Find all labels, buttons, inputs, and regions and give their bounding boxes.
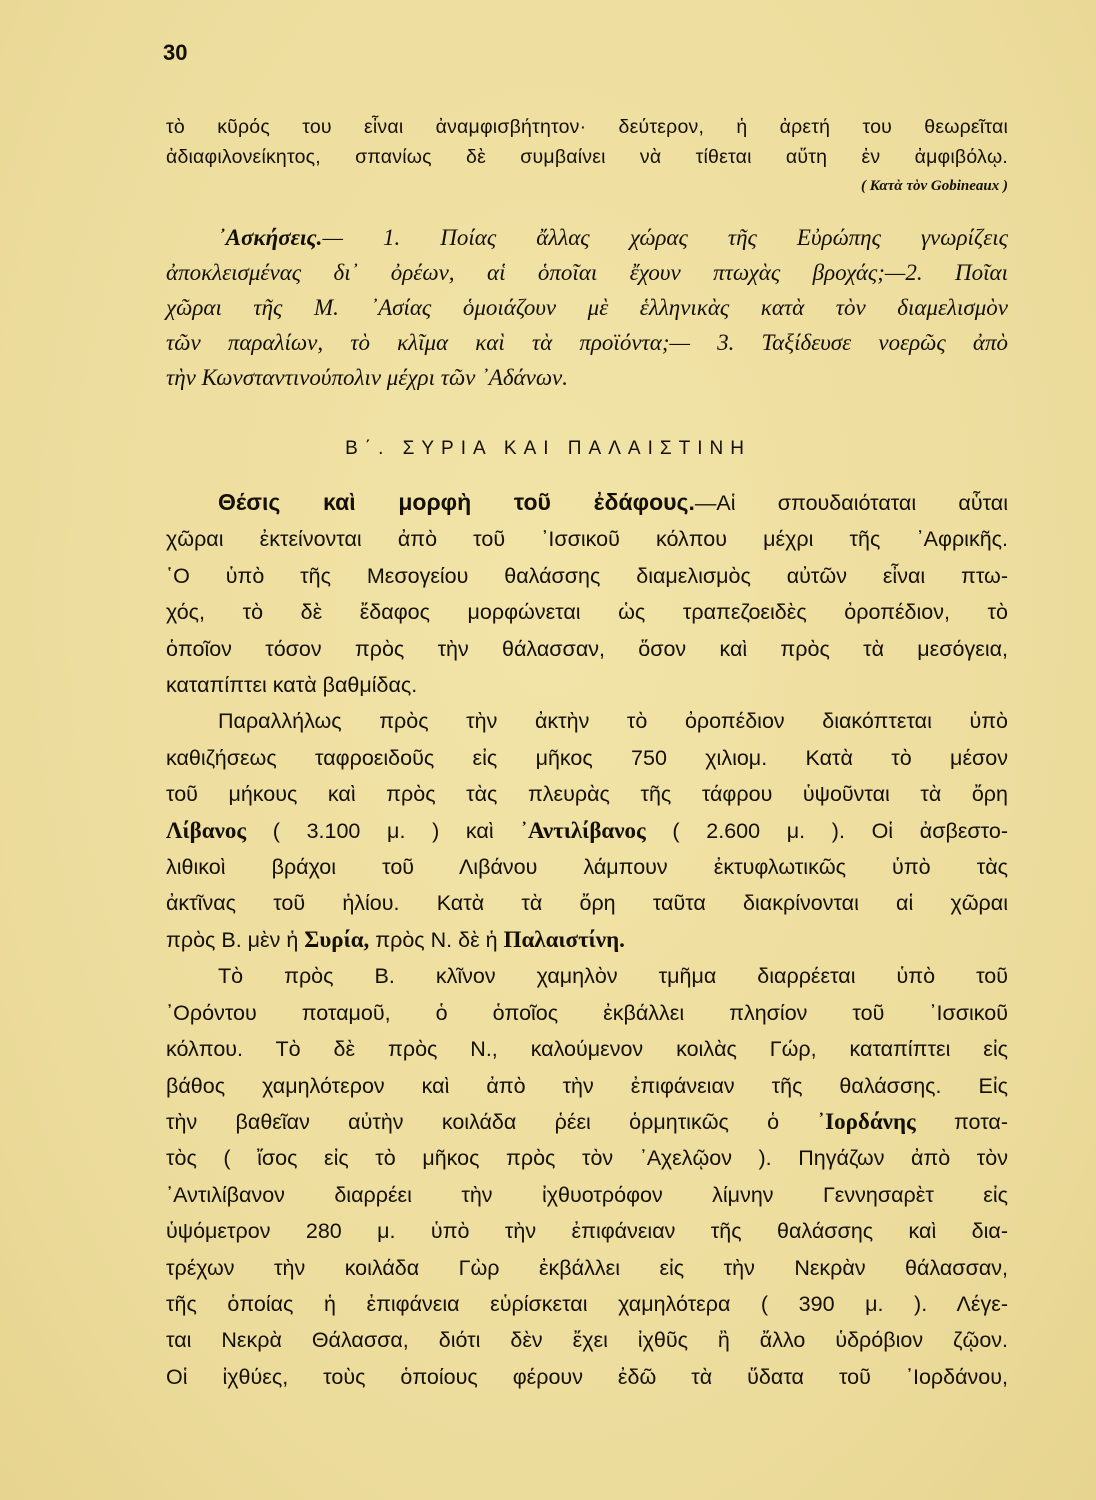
text-line: [166, 112, 1008, 142]
text-line: [166, 703, 1008, 739]
text-segment: καταπίπτει κατὰ βαθμίδας.: [166, 673, 418, 698]
text-segment: Τὸ πρὸς Β. κλῖνον χαμηλὸν τμῆμα διαρρέεται ὑπὸ τοῦ: [218, 964, 1008, 989]
text-segment: ται Νεκρὰ Θάλασσα, διότι δὲν ἔχει ἰχθῦς ἢ ἄλλο ὑδρόβιον ζῷον.: [166, 1328, 1008, 1353]
text-segment: κόλπου. Τὸ δὲ πρὸς Ν., καλούμενον κοιλὰς Γώρ, καταπίπτει εἰς: [166, 1037, 1008, 1062]
text-line: [166, 255, 1008, 290]
text-line: [166, 631, 1008, 667]
text-segment: τὴν Κωνσταντινούπολιν μέχρι τῶν ᾿Αδάνων.: [166, 365, 569, 390]
text-segment: ᾿Αντιλίβανον διαρρέει τὴν ἰχθυοτρόφον λίμνην Γεννησαρὲτ εἰς: [166, 1182, 1008, 1207]
text-segment: Οἱ ἰχθύες, τοὺς ὁποίους φέρουν ἐδῶ τὰ ὕδατα τοῦ ᾿Ιορδάνου,: [166, 1364, 1008, 1389]
text-line: [166, 594, 1008, 630]
text-segment: τῶν παραλίων, τὸ κλῖμα καὶ τὰ προϊόντα;— 3. Ταξίδευσε νοερῶς ἀπὸ: [166, 330, 1008, 355]
bold-term: ᾿Ασκήσεις.: [218, 225, 323, 250]
text-line: [166, 849, 1008, 885]
bold-term: Θέσις καὶ μορφὴ τοῦ ἐδάφους.: [218, 489, 695, 515]
text-segment: πρὸς Β. μὲν ἡ: [166, 927, 305, 952]
text-line: [166, 1068, 1008, 1104]
text-segment: τῆς ὁποίας ἡ ἐπιφάνεια εὑρίσκεται χαμηλότερα ( 390 μ. ). Λέγε-: [166, 1291, 1008, 1316]
quote-paragraph: [166, 112, 1008, 172]
text-segment: ἀδιαφιλονείκητος, σπανίως δὲ συμβαίνει νὰ τίθεται αὕτη ἐν ἀμφιβόλῳ.: [166, 146, 1008, 168]
page-number: 30: [163, 40, 188, 65]
text-segment: τὴν βαθεῖαν αὐτὴν κοιλάδα ῥέει ὁρμητικῶς ὁ: [166, 1109, 818, 1134]
text-segment: καθιζήσεως ταφροειδοῦς εἰς μῆκος 750 χιλιομ. Κατὰ τὸ μέσον: [166, 745, 1008, 770]
text-segment: ( 2.600 μ. ). Οἱ ἀσβεστο-: [645, 818, 1008, 843]
text-line: [166, 922, 1008, 958]
bold-term: Λίβανος: [166, 817, 247, 843]
bold-term: ᾿Ιορδάνης: [817, 1108, 916, 1134]
text-line: [166, 484, 1008, 521]
text-segment: βάθος χαμηλότερον καὶ ἀπὸ τὴν ἐπιφάνειαν τῆς θαλάσσης. Εἰς: [166, 1073, 1008, 1098]
text-line: [166, 142, 1008, 172]
text-line: [166, 1031, 1008, 1067]
text-line: [166, 1359, 1008, 1395]
text-line: [166, 521, 1008, 557]
exercises-paragraph: [166, 220, 1008, 395]
text-segment: ( 3.100 μ. ) καὶ: [246, 818, 521, 843]
bold-term: ᾿Αντιλίβανος: [520, 817, 646, 843]
text-segment: — 1. Ποίας ἄλλας χώρας τῆς Εὐρώπης γνωρίζεις: [322, 225, 1008, 250]
text-line: [166, 290, 1008, 325]
text-segment: χός, τὸ δὲ ἔδαφος μορφώνεται ὡς τραπεζοειδὲς ὀροπέδιον, τὸ: [166, 600, 1008, 625]
text-line: [166, 1177, 1008, 1213]
body-text: [166, 484, 1008, 1395]
text-segment: ἀποκλεισμένας δι᾿ ὀρέων, αἱ ὁποῖαι ἔχουν πτωχὰς βροχάς;—2. Ποῖαι: [166, 260, 1008, 285]
text-segment: Παραλλήλως πρὸς τὴν ἀκτὴν τὸ ὀροπέδιον διακόπτεται ὑπὸ: [218, 709, 1008, 734]
text-line: [166, 220, 1008, 255]
text-segment: —Αἱ σπουδαιόταται αὗται: [694, 491, 1008, 515]
text-line: [166, 667, 1008, 703]
text-segment: τρέχων τὴν κοιλάδα Γὼρ ἐκβάλλει εἰς τὴν Νεκρὰν θάλασσαν,: [166, 1255, 1008, 1280]
text-line: [166, 1250, 1008, 1286]
text-line: [166, 558, 1008, 594]
bold-term: Παλαιστίνη.: [503, 926, 625, 952]
text-segment: ὑψόμετρον 280 μ. ὑπὸ τὴν ἐπιφάνειαν τῆς θαλάσσης καὶ δια-: [166, 1219, 1008, 1244]
text-line: [166, 958, 1008, 994]
text-line: [166, 1104, 1008, 1140]
text-line: [166, 360, 1008, 395]
text-segment: τὸ κῦρός του εἶναι ἀναμφισβήτητον· δεύτερον, ἡ ἀρετή του θεωρεῖται: [166, 116, 1008, 138]
text-line: [166, 1213, 1008, 1249]
text-segment: τὸς ( ἴσος εἰς τὸ μῆκος πρὸς τὸν ᾿Αχελῷον ). Πηγάζων ἀπὸ τὸν: [166, 1146, 1008, 1171]
text-segment: τοῦ μήκους καὶ πρὸς τὰς πλευρὰς τῆς τάφρου ὑψοῦνται τὰ ὄρη: [166, 782, 1008, 807]
text-line: [166, 325, 1008, 360]
text-segment: ῾Ο ὑπὸ τῆς Μεσογείου θαλάσσης διαμελισμὸς αὐτῶν εἶναι πτω-: [166, 563, 1008, 588]
quote-attribution: ( Κατὰ τὸν Gobineaux ): [861, 178, 1008, 194]
text-segment: λιθικοὶ βράχοι τοῦ Λιβάνου λάμπουν ἐκτυφλωτικῶς ὑπὸ τὰς: [166, 855, 1008, 880]
text-segment: χῶραι ἐκτείνονται ἀπὸ τοῦ ᾿Ισσικοῦ κόλπου μέχρι τῆς ᾿Αφρικῆς.: [166, 527, 1008, 552]
text-line: [166, 1286, 1008, 1322]
text-segment: ᾿Ορόντου ποταμοῦ, ὁ ὁποῖος ἐκβάλλει πλησίον τοῦ ᾿Ισσικοῦ: [166, 1000, 1008, 1025]
text-segment: ποτα-: [915, 1109, 1008, 1134]
text-line: [166, 776, 1008, 812]
text-line: [166, 1140, 1008, 1176]
text-line: [166, 1322, 1008, 1358]
text-segment: ὁποῖον τόσον πρὸς τὴν θάλασσαν, ὅσον καὶ πρὸς τὰ μεσόγεια,: [166, 636, 1008, 661]
text-line: [166, 885, 1008, 921]
text-line: [166, 813, 1008, 849]
text-line: [166, 995, 1008, 1031]
text-segment: πρὸς Ν. δὲ ἡ: [369, 927, 504, 952]
text-line: [166, 740, 1008, 776]
section-heading: Β΄. ΣΥΡΙΑ ΚΑΙ ΠΑΛΑΙΣΤΙΝΗ: [345, 438, 751, 459]
bold-term: Συρία,: [304, 926, 370, 952]
text-segment: ἀκτῖνας τοῦ ἡλίου. Κατὰ τὰ ὄρη ταῦτα διακρίνονται αἱ χῶραι: [166, 891, 1008, 916]
text-segment: χῶραι τῆς Μ. ᾿Ασίας ὁμοιάζουν μὲ ἑλληνικὰς κατὰ τὸν διαμελισμὸν: [166, 295, 1008, 320]
